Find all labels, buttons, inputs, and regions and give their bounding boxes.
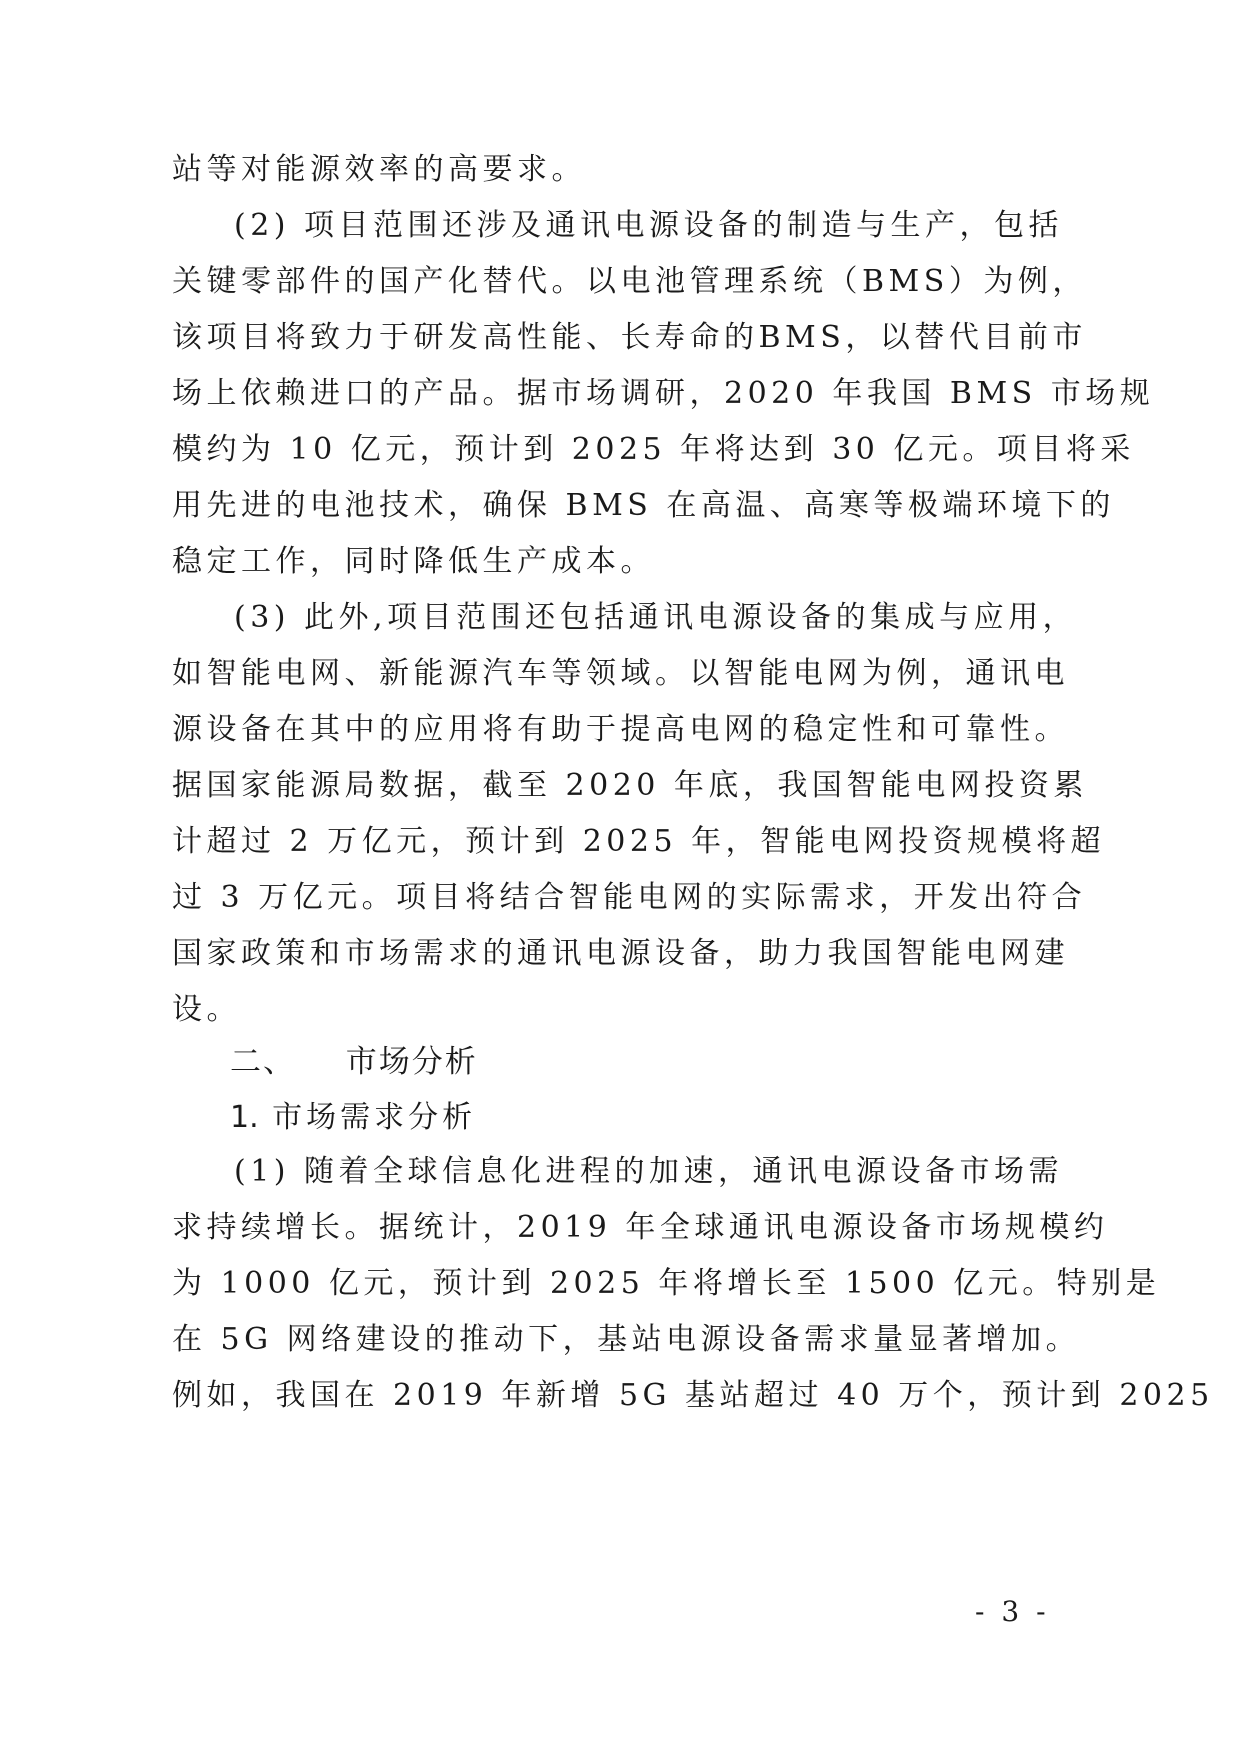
section-heading xyxy=(230,1042,478,1082)
paragraph-line: 场上依赖进口的产品。据市场调研，2020 年我国 BMS 市场规 xyxy=(172,376,1155,411)
sub-heading xyxy=(230,1098,476,1138)
paragraph-line: 在 5G 网络建设的推动下，基站电源设备需求量显著增加。 xyxy=(172,1322,1081,1357)
paragraph-line: (3) 此外,项目范围还包括通讯电源设备的集成与应用， xyxy=(234,600,1078,635)
paragraph-line: 站等对能源效率的高要求。 xyxy=(172,152,586,187)
page-number: - 3 - xyxy=(975,1595,1050,1628)
paragraph-line: 国家政策和市场需求的通讯电源设备，助力我国智能电网建 xyxy=(172,936,1069,971)
paragraph-line: 关键零部件的国产化替代。以电池管理系统（BMS）为例， xyxy=(172,264,1087,299)
section-heading-title: 市场分析 xyxy=(345,1044,478,1080)
paragraph-line: 稳定工作，同时降低生产成本。 xyxy=(172,544,655,579)
paragraph-line: 如智能电网、新能源汽车等领域。以智能电网为例，通讯电 xyxy=(172,656,1069,691)
sub-heading-title: 市场需求分析 xyxy=(272,1100,477,1135)
paragraph-line: 模约为 10 亿元，预计到 2025 年将达到 30 亿元。项目将采 xyxy=(172,432,1135,467)
paragraph-line: 计超过 2 万亿元，预计到 2025 年，智能电网投资规模将超 xyxy=(172,824,1106,859)
paragraph-line: 求持续增长。据统计，2019 年全球通讯电源设备市场规模约 xyxy=(172,1210,1109,1245)
paragraph-line: 据国家能源局数据，截至 2020 年底，我国智能电网投资累 xyxy=(172,768,1088,803)
paragraph-line: 用先进的电池技术，确保 BMS 在高温、高寒等极端环境下的 xyxy=(172,488,1115,523)
section-heading-number: 二、 xyxy=(230,1044,296,1080)
paragraph-line: 过 3 万亿元。项目将结合智能电网的实际需求，开发出符合 xyxy=(172,880,1087,915)
paragraph-line: 该项目将致力于研发高性能、长寿命的BMS，以替代目前市 xyxy=(172,320,1087,355)
paragraph-line: (2) 项目范围还涉及通讯电源设备的制造与生产，包括 xyxy=(234,208,1064,243)
paragraph-line: 为 1000 亿元，预计到 2025 年将增长至 1500 亿元。特别是 xyxy=(172,1266,1161,1301)
paragraph-line: 例如，我国在 2019 年新增 5G 基站超过 40 万个，预计到 2025 xyxy=(172,1378,1214,1413)
paragraph-line: 设。 xyxy=(172,992,241,1027)
paragraph-line: (1) 随着全球信息化进程的加速，通讯电源设备市场需 xyxy=(234,1154,1064,1189)
paragraph-line: 源设备在其中的应用将有助于提高电网的稳定性和可靠性。 xyxy=(172,712,1069,747)
sub-heading-number: 1. xyxy=(230,1100,259,1135)
